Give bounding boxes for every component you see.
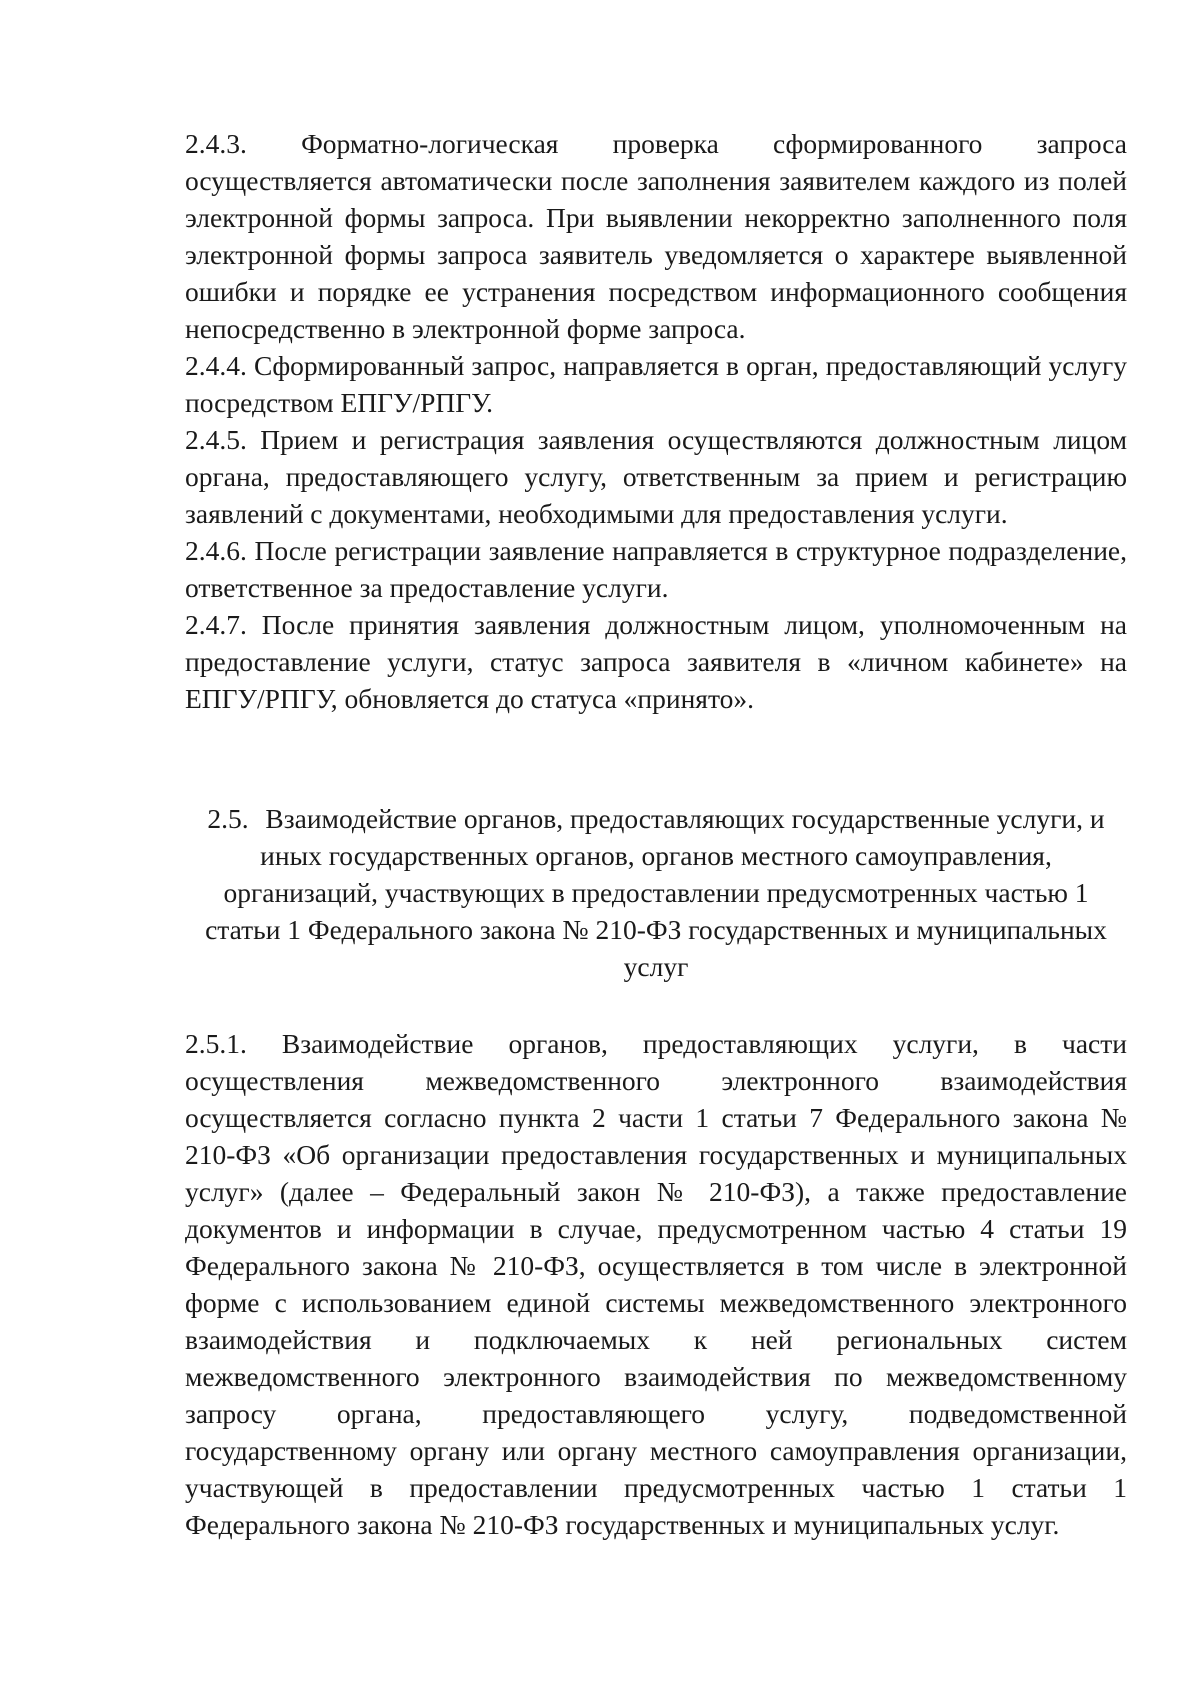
section-title: Взаимодействие органов, предоставляющих государственные услуги, и иных государственных органов, органов местного самоуправления, организаций, участвующих в предоставлении предусмотренных частью 1 статьи 1 Федерального закона № 210-ФЗ государственных и муниципальных услуг xyxy=(205,803,1107,982)
section-number: 2.5. xyxy=(207,803,249,834)
paragraph-2-4-7: 2.4.7. После принятия заявления должностным лицом, уполномоченным на предоставление услуги, статус запроса заявителя в «личном кабинете» на ЕПГУ/РПГУ, обновляется до статуса «принято». xyxy=(185,609,1127,714)
section-2-5-body xyxy=(185,1025,1127,1543)
section-2-5-heading xyxy=(185,800,1127,985)
paragraph-2-4-5: 2.4.5. Прием и регистрация заявления осуществляются должностным лицом органа, предоставляющего услугу, ответственным за прием и регистрацию заявлений с документами, необходимыми для предоставления услуги. xyxy=(185,424,1127,529)
paragraph-2-4-3: 2.4.3. Форматно-логическая проверка сформированного запроса осуществляется автоматически после заполнения заявителем каждого из полей электронной формы запроса. При выявлении некорректно заполненного поля электронной формы запроса заявитель уведомляется о характере выявленной ошибки и порядке ее устранения посредством информационного сообщения непосредственно в электронной форме запроса. xyxy=(185,128,1127,344)
section-2-4-body xyxy=(185,125,1127,717)
paragraph-2-5-1: 2.5.1. Взаимодействие органов, предоставляющих услуги, в части осуществления межведомственного электронного взаимодействия осуществляется согласно пункта 2 части 1 статьи 7 Федерального закона № 210-ФЗ «Об организации предоставления государственных и муниципальных услуг» (далее – Федеральный закон № 210-ФЗ), а также предоставление документов и информации в случае, предусмотренном частью 4 статьи 19 Федерального закона № 210-ФЗ, осуществляется в том числе в электронной форме с использованием единой системы межведомственного электронного взаимодействия и подключаемых к ней региональных систем межведомственного электронного взаимодействия по межведомственному запросу органа, предоставляющего услугу, подведомственной государственному органу или органу местного самоуправления организации, участвующей в предоставлении предусмотренных частью 1 статьи 1 Федерального закона № 210-ФЗ государственных и муниципальных услуг. xyxy=(185,1028,1127,1540)
paragraph-2-4-4: 2.4.4. Сформированный запрос, направляется в орган, предоставляющий услугу посредством ЕПГУ/РПГУ. xyxy=(185,350,1127,418)
paragraph-2-4-6: 2.4.6. После регистрации заявление направляется в структурное подразделение, ответственное за предоставление услуги. xyxy=(185,535,1127,603)
